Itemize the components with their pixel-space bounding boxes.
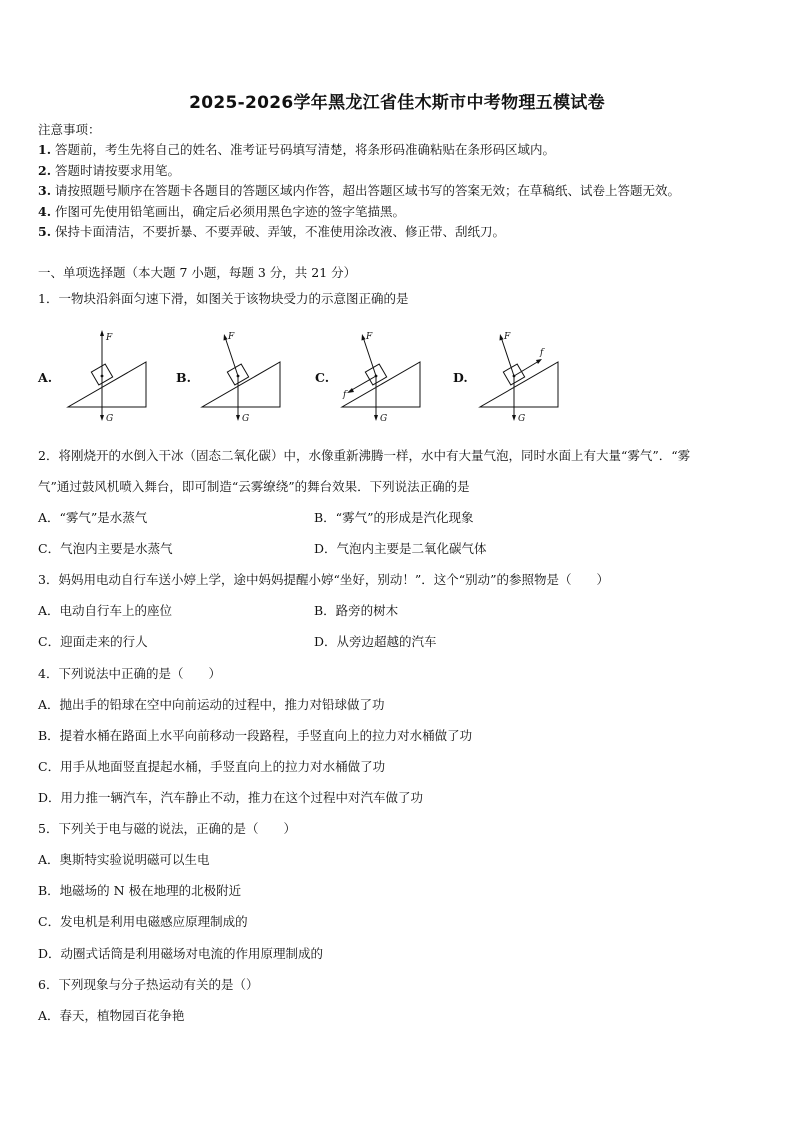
notice-item	[38, 163, 180, 179]
question-4-stem: 4．下列说法中正确的是（ ）	[38, 666, 221, 681]
q1-option-c-label: C.	[315, 370, 330, 385]
q1-figure-b	[198, 325, 288, 425]
q1-option-a-label: A.	[38, 370, 53, 385]
q3-option-c: C．迎面走来的行人	[38, 634, 148, 649]
q6-option-a: A．春天，植物园百花争艳	[38, 1008, 185, 1023]
q3-option-a: A．电动自行车上的座位	[38, 603, 173, 618]
q3-option-d: D．从旁边超越的汽车	[314, 634, 437, 649]
page-title: 2025-2026学年黑龙江省佳木斯市中考物理五模试卷	[189, 93, 605, 113]
notice-item	[38, 224, 505, 240]
q2-option-b: B．“雾气”的形成是汽化现象	[314, 510, 474, 525]
q1-option-d-label: D.	[453, 370, 468, 385]
q5-option-a: A．奥斯特实验说明磁可以生电	[38, 852, 210, 867]
question-3-stem: 3．妈妈用电动自行车送小婷上学，途中妈妈提醒小婷“坐好，别动！”．这个“别动”的参照物是（ ）	[38, 572, 610, 587]
label-friction: f	[343, 390, 347, 400]
notice-item	[38, 142, 555, 158]
q2-option-c: C．气泡内主要是水蒸气	[38, 541, 173, 556]
label-g: G	[106, 414, 114, 424]
label-f: F	[366, 332, 373, 342]
label-friction: f	[540, 348, 544, 358]
notice-item-number: 4.	[38, 204, 52, 219]
notice-item	[38, 204, 405, 220]
q4-option-a: A．抛出手的铅球在空中向前运动的过程中，推力对铅球做了功	[38, 697, 385, 712]
label-g: G	[380, 414, 388, 424]
notice-item-text: 作图可先使用铅笔画出，确定后必须用黑色字迹的签字笔描黑。	[55, 204, 406, 219]
question-5-stem: 5．下列关于电与磁的说法，正确的是（ ）	[38, 821, 296, 836]
notice-item	[38, 183, 680, 199]
notice-item-number: 1.	[38, 142, 52, 157]
q1-figure-d	[476, 325, 566, 425]
q1-figure-c	[338, 325, 428, 425]
label-g: G	[518, 414, 526, 424]
q3-option-b: B．路旁的树木	[314, 603, 399, 618]
q5-option-c: C．发电机是利用电磁感应原理制成的	[38, 914, 248, 929]
q5-option-b: B．地磁场的 N 极在地理的北极附近	[38, 883, 242, 898]
label-g: G	[242, 414, 250, 424]
question-6-stem: 6．下列现象与分子热运动有关的是（）	[38, 977, 259, 992]
question-1-stem: 1．一物块沿斜面匀速下滑，如图关于该物块受力的示意图正确的是	[38, 291, 409, 306]
notice-item-text: 答题前，考生先将自己的姓名、准考证号码填写清楚，将条形码准确粘贴在条形码区域内。	[55, 142, 556, 157]
notice-item-number: 5.	[38, 224, 52, 239]
q5-option-d: D．动圈式话筒是利用磁场对电流的作用原理制成的	[38, 946, 324, 961]
label-f: F	[228, 332, 235, 342]
q4-option-c: C．用手从地面竖直提起水桶，手竖直向上的拉力对水桶做了功	[38, 759, 386, 774]
q1-figure-a	[62, 325, 152, 425]
q1-option-b-label: B.	[176, 370, 191, 385]
notice-item-text: 请按照题号顺序在答题卡各题目的答题区域内作答，超出答题区域书写的答案无效；在草稿纸、试卷上答题无效。	[55, 183, 681, 198]
label-f: F	[106, 333, 113, 343]
q2-option-d: D．气泡内主要是二氧化碳气体	[314, 541, 487, 556]
q2-option-a: A．“雾气”是水蒸气	[38, 510, 148, 525]
q4-option-d: D．用力推一辆汽车，汽车静止不动，推力在这个过程中对汽车做了功	[38, 790, 424, 805]
label-f: F	[504, 332, 511, 342]
notice-item-number: 2.	[38, 163, 52, 178]
notice-item-text: 答题时请按要求用笔。	[55, 163, 181, 178]
question-2-stem-line2: 气”通过鼓风机喷入舞台，即可制造“云雾缭绕”的舞台效果．下列说法正确的是	[38, 479, 470, 494]
notice-heading: 注意事项：	[38, 122, 101, 137]
q4-option-b: B．提着水桶在路面上水平向前移动一段路程，手竖直向上的拉力对水桶做了功	[38, 728, 473, 743]
section-heading: 一、单项选择题（本大题 7 小题，每题 3 分，共 21 分）	[38, 265, 357, 280]
notice-item-text: 保持卡面清洁，不要折暴、不要弄破、弄皱，不准使用涂改液、修正带、刮纸刀。	[55, 224, 506, 239]
question-2-stem-line1: 2．将刚烧开的水倒入干冰（固态二氧化碳）中，水像重新沸腾一样，水中有大量气泡，同时水面上有大量“雾气”．“雾	[38, 448, 691, 463]
notice-item-number: 3.	[38, 183, 52, 198]
